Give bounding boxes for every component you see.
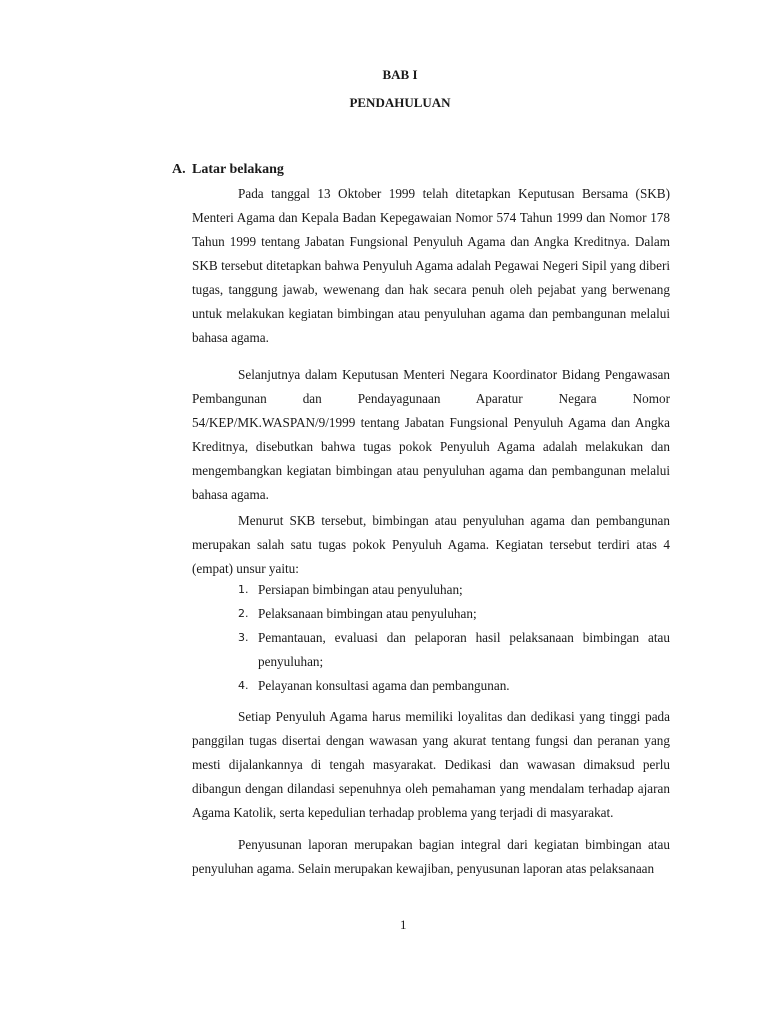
paragraph: Penyusunan laporan merupakan bagian integral dari kegiatan bimbingan atau penyuluhan agama. Selain merupakan kewajiban, penyusunan laporan atas pelaksanaan [192, 837, 670, 876]
activity-list [238, 578, 670, 698]
section-title: Latar belakang [192, 162, 284, 177]
list-item-text: Persiapan bimbingan atau penyuluhan; [258, 582, 463, 597]
paragraph: Pada tanggal 13 Oktober 1999 telah ditetapkan Keputusan Bersama (SKB) Menteri Agama dan Kepala Badan Kepegawaian Nomor 574 Tahun 1999 dan Nomor 178 Tahun 1999 tentang Jabatan Fungsional Penyuluh Agama dan Angka Kreditnya. Dalam SKB tersebut ditetapkan bahwa Penyuluh Agama adalah Pegawai Negeri Sipil yang diberi tugas, tanggung jawab, wewenang dan hak secara penuh oleh pejabat yang berwenang untuk melakukan kegiatan bimbingan atau penyuluhan agama dan pembangunan melalui bahasa agama. [192, 186, 670, 345]
section-heading [172, 162, 284, 178]
list-item-text: Pelayanan konsultasi agama dan pembangunan. [258, 678, 510, 693]
list-item [238, 674, 670, 698]
list-item-text: Pelaksanaan bimbingan atau penyuluhan; [258, 606, 477, 621]
list-item-text: Pemantauan, evaluasi dan pelaporan hasil pelaksanaan bimbingan atau penyuluhan; [258, 630, 670, 669]
list-item-number: 3. [238, 631, 249, 644]
paragraph: Selanjutnya dalam Keputusan Menteri Negara Koordinator Bidang Pengawasan Pembangunan dan Pendayagunaan Aparatur Negara Nomor 54/KEP/MK.WASPAN/9/1999 tentang Jabatan Fungsional Penyuluh Agama dan Angka Kreditnya, disebutkan bahwa tugas pokok Penyuluh Agama adalah melakukan dan mengembangkan kegiatan bimbingan atau penyuluhan agama dan pembangunan melalui bahasa agama. [192, 367, 670, 502]
list-item-number: 1. [238, 583, 249, 596]
page-number: 1 [400, 917, 407, 932]
list-item-number: 4. [238, 679, 249, 692]
paragraph: Setiap Penyuluh Agama harus memiliki loyalitas dan dedikasi yang tinggi pada panggilan tugas disertai dengan wawasan yang akurat tentang fungsi dan peranan yang mesti dijalankannya di tengah masyarakat. Dedikasi dan wawasan dimaksud perlu dibangun dengan dilandasi sepenuhnya oleh pemahaman yang mendalam terhadap ajaran Agama Katolik, serta kepedulian terhadap problema yang terjadi di masyarakat. [192, 709, 670, 820]
list-item-number: 2. [238, 607, 249, 620]
chapter-number: BAB I [382, 67, 418, 82]
chapter-title: PENDAHULUAN [349, 95, 451, 110]
list-item [238, 602, 670, 626]
list-item [238, 626, 670, 674]
list-item [238, 578, 670, 602]
section-letter: A. [172, 162, 186, 177]
paragraph: Menurut SKB tersebut, bimbingan atau penyuluhan agama dan pembangunan merupakan salah satu tugas pokok Penyuluh Agama. Kegiatan tersebut terdiri atas 4 (empat) unsur yaitu: [192, 513, 670, 576]
